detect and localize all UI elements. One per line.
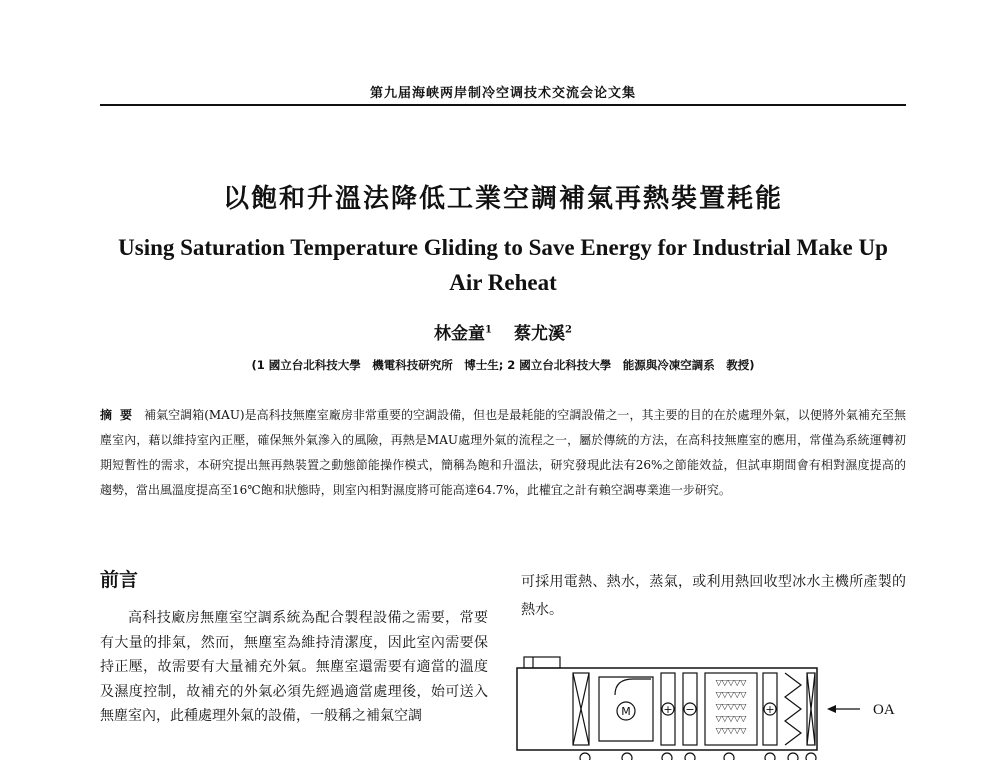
humidifier-pattern-row: ▽▽▽▽▽	[715, 678, 747, 687]
cooling-coil-sign: −	[685, 703, 695, 716]
author-name: 蔡尤溪	[514, 324, 565, 344]
paper-title-english: Using Saturation Temperature Gliding to Save Energy for Industrial Make Up Air Reheat	[118, 235, 888, 295]
component-marker	[765, 753, 775, 760]
author-affiliation-mark: 2	[565, 324, 572, 336]
abstract-label: 摘要	[100, 408, 141, 422]
author-line	[100, 319, 906, 344]
intro-paragraph-right: 可採用電熱、熱水，蒸氣，或利用熱回收型冰水主機所產製的熱水。	[521, 574, 906, 618]
component-marker	[788, 753, 798, 760]
outdoor-air-label: OA	[873, 702, 895, 718]
component-marker	[622, 753, 632, 760]
fan-motor-label: M	[621, 705, 631, 718]
mau-schematic-figure	[515, 655, 935, 760]
duct-stub	[524, 657, 560, 668]
outdoor-air-arrowhead	[827, 705, 836, 713]
component-marker	[662, 753, 672, 760]
intro-paragraph-left: 高科技廠房無塵室空調系統為配合製程設備之需要，常要有大量的排氣，然而，無塵室為維持清潔度，因此室內需要保持正壓，故需要有大量補充外氣。無塵室還需要有適當的溫度及濕度控制，故補充的外氣必須先經過適當處理後，始可送入無塵室內，此種處理外氣的設備，一般稱之補氣空調	[100, 610, 488, 724]
preheat-coil-sign: +	[765, 703, 775, 716]
section-heading-introduction: 前言	[100, 569, 139, 591]
paper-title-chinese: 以飽和升溫法降低工業空調補氣再熱裝置耗能	[222, 184, 783, 214]
affiliation-line: (1 國立台北科技大學 機電科技研究所 博士生; 2 國立台北科技大學 能源與冷凍空調系 教授)	[251, 358, 755, 372]
humidifier-pattern-row: ▽▽▽▽▽	[715, 726, 747, 735]
author-name: 林金童	[434, 324, 486, 344]
header-rule	[100, 104, 906, 106]
humidifier-pattern-row: ▽▽▽▽▽	[715, 714, 747, 723]
abstract-text: 補氣空調箱(MAU)是高科技無塵室廠房非常重要的空調設備，但也是最耗能的空調設備之一，其主要的目的在於處理外氣，以便將外氣補充至無塵室內，藉以維持室內正壓，確保無外氣滲入的風險，再熱是MAU處理外氣的流程之一，屬於傳統的方法，在高科技無塵室的應用，常僅為系統運轉初期短暫性的需求，本研究提出無再熱裝置之動態節能操作模式，簡稱為飽和升溫法，研究發現此法有26%之節能效益，但試車期間會有相對濕度提高的趨勢，當出風溫度提高至16℃飽和狀態時，則室內相對濕度將可能高達64.7%，此權宜之計有賴空調專業進一步研究。	[100, 408, 906, 497]
bag-filter	[785, 673, 801, 745]
humidifier-pattern-row: ▽▽▽▽▽	[715, 702, 747, 711]
abstract	[100, 403, 906, 503]
humidifier-pattern-row: ▽▽▽▽▽	[715, 690, 747, 699]
component-marker	[580, 753, 590, 760]
heating-coil-sign: +	[663, 703, 673, 716]
running-header: 第九届海峡两岸制冷空调技术交流会论文集	[369, 86, 636, 101]
component-marker	[724, 753, 734, 760]
component-marker	[806, 753, 816, 760]
fan-scroll	[615, 679, 651, 695]
author-affiliation-mark: 1	[485, 324, 492, 336]
component-marker	[685, 753, 695, 760]
